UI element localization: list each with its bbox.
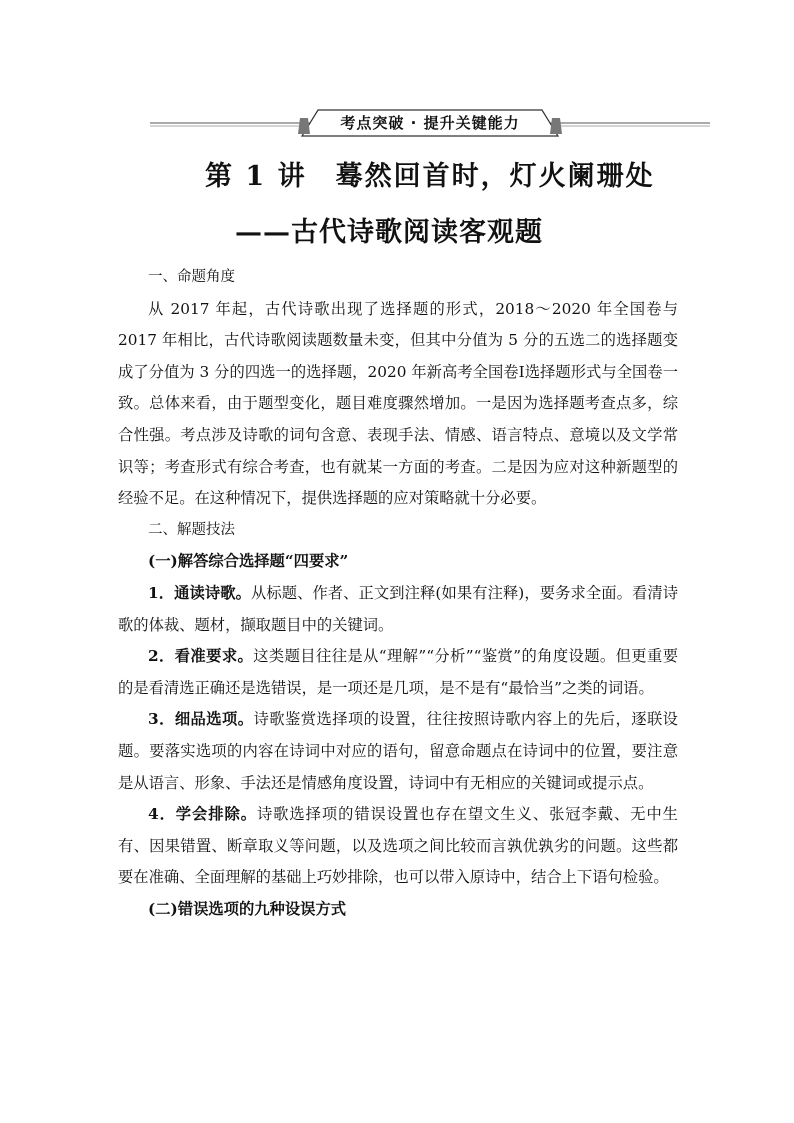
section-banner bbox=[150, 108, 710, 138]
paragraph-proposition-angle: 从 2017 年起，古代诗歌出现了选择题的形式，2018～2020 年全国卷与 2017 年相比，古代诗歌阅读题数量未变，但其中分值为 5 分的五选二的选择题变成了分值为 3 分的四选一的选择题，2020 年新高考全国卷Ⅰ选择题形式与全国卷一致。总体来看，由于题型变化，题目难度骤然增加。一是因为选择题考查点多，综合性强。考点涉及诗歌的词句含意、表现手法、情感、语言特点、意境以及文学常识等；考查形式有综合考查，也有就某一方面的考查。二是因为应对这种新题型的经验不足。在这种情况下，提供选择题的应对策略就十分必要。 bbox=[118, 299, 678, 508]
list-item bbox=[118, 641, 678, 704]
item-text: 这类题目往往是从“理解”“分析”“鉴赏”的角度设题。但更重要的是看清选正确还是选错误，是一项还是几项，是不是有“最恰当”之类的词语。 bbox=[118, 647, 678, 697]
item-lead: 1．通读诗歌。 bbox=[148, 583, 251, 602]
lesson-subtitle: ——古代诗歌阅读客观题 bbox=[235, 217, 543, 248]
list-item bbox=[118, 578, 678, 641]
item-text: 诗歌选择项的错误设置也存在望文生义、张冠李戴、无中生有、因果错置、断章取义等问题，以及选项之间比较而言孰优孰劣的问题。这些都要在准确、全面理解的基础上巧妙排除，也可以带入原诗中，结合上下语句检验。 bbox=[118, 805, 678, 887]
item-text: 从标题、作者、正文到注释(如果有注释)，要务求全面。看清诗歌的体裁、题材，撷取题目中的关键词。 bbox=[118, 583, 678, 634]
subsection-heading-1: (一)解答综合选择题“四要求” bbox=[148, 552, 349, 571]
lesson-title: 第 1 讲 蓦然回首时，灯火阑珊处 bbox=[205, 161, 655, 192]
document-body bbox=[118, 262, 678, 925]
list-item bbox=[118, 704, 678, 799]
subsection-heading-2: (二)错误选项的九种设误方式 bbox=[148, 899, 347, 918]
banner-text: 考点突破 · 提升关键能力 bbox=[340, 114, 520, 132]
item-text: 诗歌鉴赏选择项的设置，往往按照诗歌内容上的先后，逐联设题。要落实选项的内容在诗词中对应的语句，留意命题点在诗词中的位置，要注意是从语言、形象、手法还是情感角度设置，诗词中有无相应的关键词或提示点。 bbox=[118, 710, 678, 792]
item-lead: 4．学会排除。 bbox=[148, 805, 257, 824]
item-lead: 2．看准要求。 bbox=[148, 647, 254, 666]
list-item bbox=[118, 799, 678, 894]
section-heading-1: 一、命题角度 bbox=[148, 269, 235, 285]
item-lead: 3．细品选项。 bbox=[148, 710, 254, 729]
section-heading-2: 二、解题技法 bbox=[148, 521, 235, 538]
